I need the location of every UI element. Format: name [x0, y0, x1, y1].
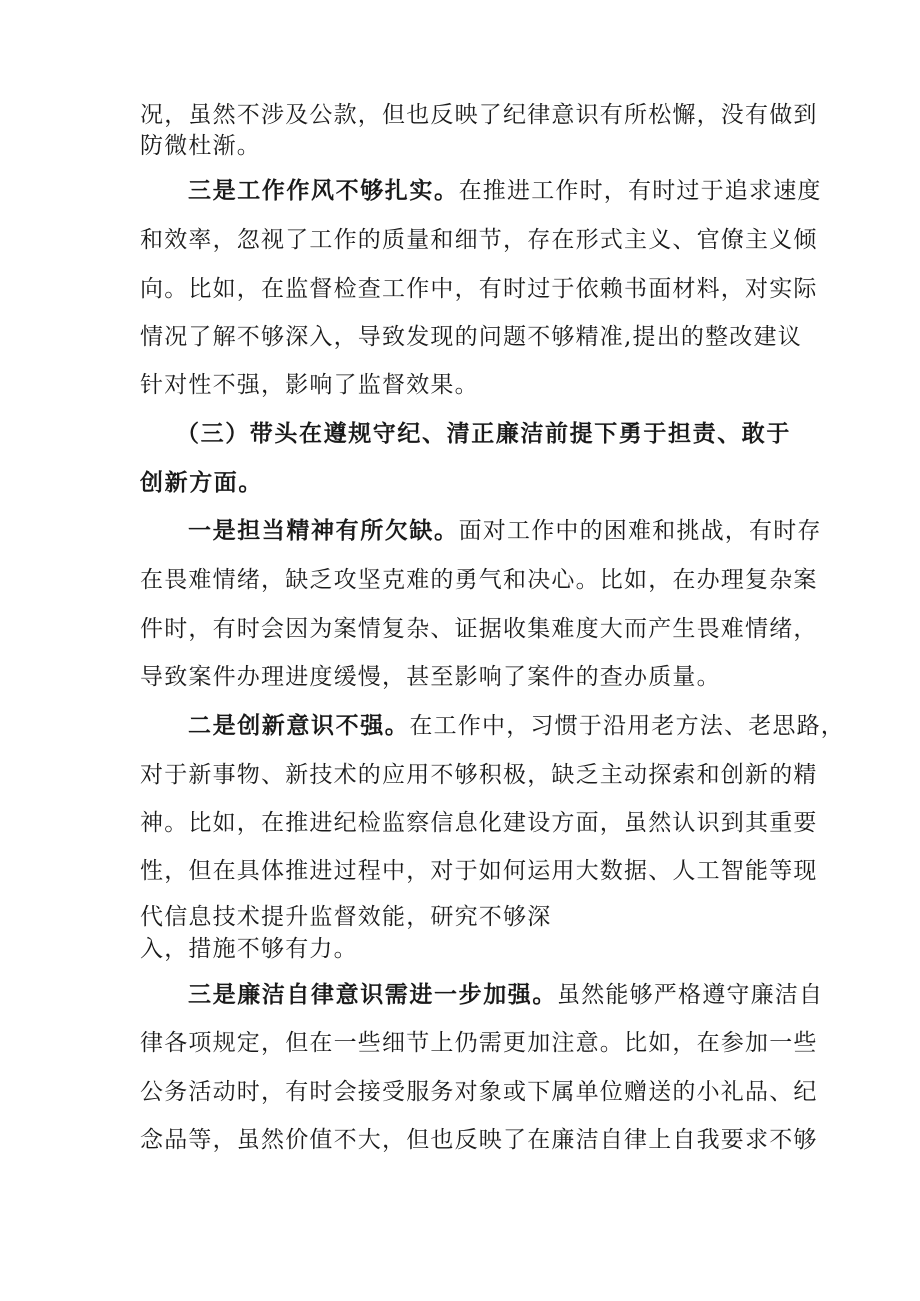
text-line: 况，虽然不涉及公款，但也反映了纪律意识有所松懈，没有做到 [140, 102, 818, 128]
text-line: 针对性不强，影响了监督效果。 [140, 372, 479, 398]
text-line: 律各项规定，但在一些细节上仍需更加注意。比如，在参加一些 [140, 1030, 818, 1056]
text-line: 件时，有时会因为案情复杂、证据收集难度大而产生畏难情绪， [140, 616, 818, 642]
paragraph-start-line: 三是廉洁自律意识需进一步加强。虽然能够严格遵守廉洁自 [188, 982, 824, 1008]
text-line: 导致案件办理进度缓慢，甚至影响了案件的查办质量。 [140, 664, 721, 690]
paragraph-start-line: 二是创新意识不强。在工作中，习惯于沿用老方法、老思路， [188, 713, 846, 739]
section-heading: （三）带头在遵规守纪、清正廉洁前提下勇于担责、敢于 [176, 421, 791, 447]
text-line: 念品等，虽然价值不大，但也反映了在廉洁自律上自我要求不够 [140, 1127, 818, 1153]
text-line: 对于新事物、新技术的应用不够积极，缺乏主动探索和创新的精 [140, 762, 818, 788]
text-line: 情况了解不够深入，导致发现的问题不够精准,提出的整改建议 [140, 324, 802, 350]
text-line: 代信息技术提升监督效能，研究不够深 [140, 904, 552, 930]
paragraph-heading: 一是担当精神有所欠缺。 [188, 518, 459, 544]
text-line: 入，措施不够有力。 [140, 936, 358, 962]
text-line: 向。比如，在监督检查工作中，有时过于依赖书面材料，对实际 [140, 276, 818, 302]
text-line: 神。比如，在推进纪检监察信息化建设方面，虽然认识到其重要 [140, 810, 818, 836]
text-line: 性，但在具体推进过程中，对于如何运用大数据、人工智能等现 [140, 858, 818, 884]
paragraph-heading: 二是创新意识不强。 [188, 713, 410, 739]
text-line: 防微杜渐。 [140, 133, 261, 159]
paragraph-start-line: 一是担当精神有所欠缺。面对工作中的困难和挑战，有时存 [188, 518, 822, 544]
section-heading-continuation: 创新方面。 [140, 470, 263, 496]
text-line: 在畏难情绪，缺乏攻坚克难的勇气和决心。比如，在办理复杂案 [140, 567, 818, 593]
text-line: 和效率，忽视了工作的质量和细节，存在形式主义、官僚主义倾 [140, 227, 818, 253]
text-line: 公务活动时，有时会接受服务对象或下属单位赠送的小礼品、纪 [140, 1079, 818, 1105]
paragraph-heading: 三是廉洁自律意识需进一步加强。 [188, 982, 557, 1008]
paragraph-start-line: 三是工作作风不够扎实。在推进工作时，有时过于追求速度 [188, 178, 822, 204]
paragraph-heading: 三是工作作风不够扎实。 [188, 178, 459, 204]
